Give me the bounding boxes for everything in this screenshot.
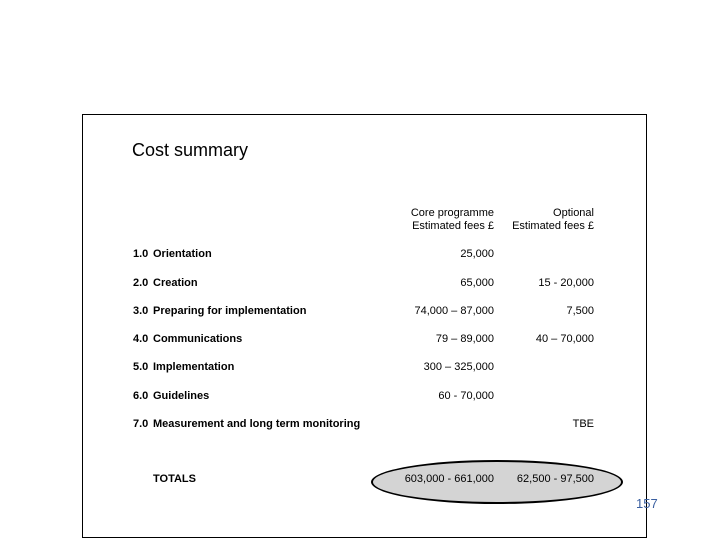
page-title: Cost summary — [132, 140, 249, 160]
row-label: Orientation — [153, 248, 212, 260]
row-core-value: 65,000 — [460, 277, 494, 289]
row-core-value: 300 – 325,000 — [423, 361, 494, 373]
row-number: 6.0 — [133, 390, 149, 402]
core-header-line1: Core programme — [410, 207, 494, 219]
page-number: 157 — [636, 496, 658, 511]
totals-core-value: 603,000 - 661,000 — [404, 473, 494, 485]
row-optional-value: 7,500 — [566, 305, 594, 317]
optional-header — [500, 207, 594, 233]
table-row — [0, 333, 720, 347]
row-label: Implementation — [153, 361, 235, 373]
row-core-value: 74,000 – 87,000 — [414, 305, 494, 317]
row-number: 2.0 — [133, 277, 149, 289]
row-number: 5.0 — [133, 361, 149, 373]
row-optional-value: 15 - 20,000 — [538, 277, 594, 289]
totals-row — [0, 473, 720, 487]
totals-label: TOTALS — [153, 473, 196, 485]
table-row — [0, 248, 720, 262]
row-core-value: 79 – 89,000 — [435, 333, 494, 345]
core-programme-header — [400, 207, 494, 233]
optional-header-line1: Optional — [553, 207, 594, 219]
row-core-value: 60 - 70,000 — [438, 390, 494, 402]
row-label: Creation — [153, 277, 198, 289]
row-number: 3.0 — [133, 305, 149, 317]
optional-header-line2: Estimated fees £ — [512, 220, 594, 232]
table-row — [0, 361, 720, 375]
core-header-line2: Estimated fees £ — [412, 220, 494, 232]
table-row — [0, 277, 720, 291]
row-label: Measurement and long term monitoring — [153, 418, 361, 430]
table-row — [0, 390, 720, 404]
row-number: 1.0 — [133, 248, 149, 260]
table-row — [0, 418, 720, 432]
table-row — [0, 305, 720, 319]
row-core-value: 25,000 — [460, 248, 494, 260]
row-optional-value: 40 – 70,000 — [535, 333, 594, 345]
row-optional-value: TBE — [572, 418, 594, 430]
row-number: 4.0 — [133, 333, 149, 345]
totals-optional-value: 62,500 - 97,500 — [516, 473, 594, 485]
row-label: Guidelines — [153, 390, 210, 402]
row-label: Preparing for implementation — [153, 305, 307, 317]
row-number: 7.0 — [133, 418, 149, 430]
row-label: Communications — [153, 333, 243, 345]
